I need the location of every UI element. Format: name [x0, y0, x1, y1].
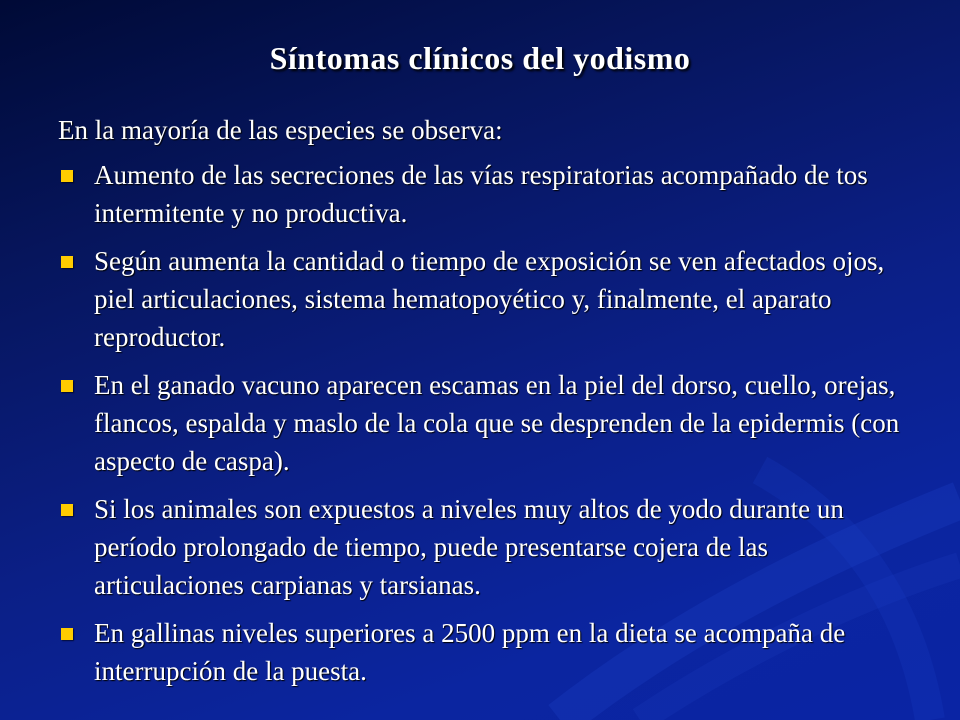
bullet-list [58, 156, 918, 700]
slide-title: Síntomas clínicos del yodismo [269, 40, 691, 76]
square-bullet-icon [61, 504, 73, 516]
bullet-text: Si los animales son expuestos a niveles muy altos de yodo durante un período prolongado de tiempo, puede presentarse cojera de las articulaciones carpianas y tarsianas. [94, 494, 844, 600]
bullet-item [58, 614, 918, 690]
bullet-text: En el ganado vacuno aparecen escamas en la piel del dorso, cuello, orejas, flancos, espalda y maslo de la cola que se desprenden de la epidermis (con aspecto de caspa). [94, 370, 900, 476]
bullet-item [58, 242, 918, 356]
bullet-item [58, 156, 918, 232]
intro-text: En la mayoría de las especies se observa: [58, 115, 503, 145]
bullet-text: Aumento de las secreciones de las vías respiratorias acompañado de tos intermitente y no productiva. [94, 160, 868, 228]
bullet-text: Según aumenta la cantidad o tiempo de exposición se ven afectados ojos, piel articulaciones, sistema hematopoyético y, finalmente, el aparato reproductor. [94, 246, 885, 352]
square-bullet-icon [61, 170, 73, 182]
square-bullet-icon [61, 380, 73, 392]
bullet-item [58, 366, 918, 480]
square-bullet-icon [61, 628, 73, 640]
bullet-text: En gallinas niveles superiores a 2500 ppm en la dieta se acompaña de interrupción de la puesta. [94, 618, 846, 686]
bullet-item [58, 490, 918, 604]
square-bullet-icon [61, 256, 73, 268]
